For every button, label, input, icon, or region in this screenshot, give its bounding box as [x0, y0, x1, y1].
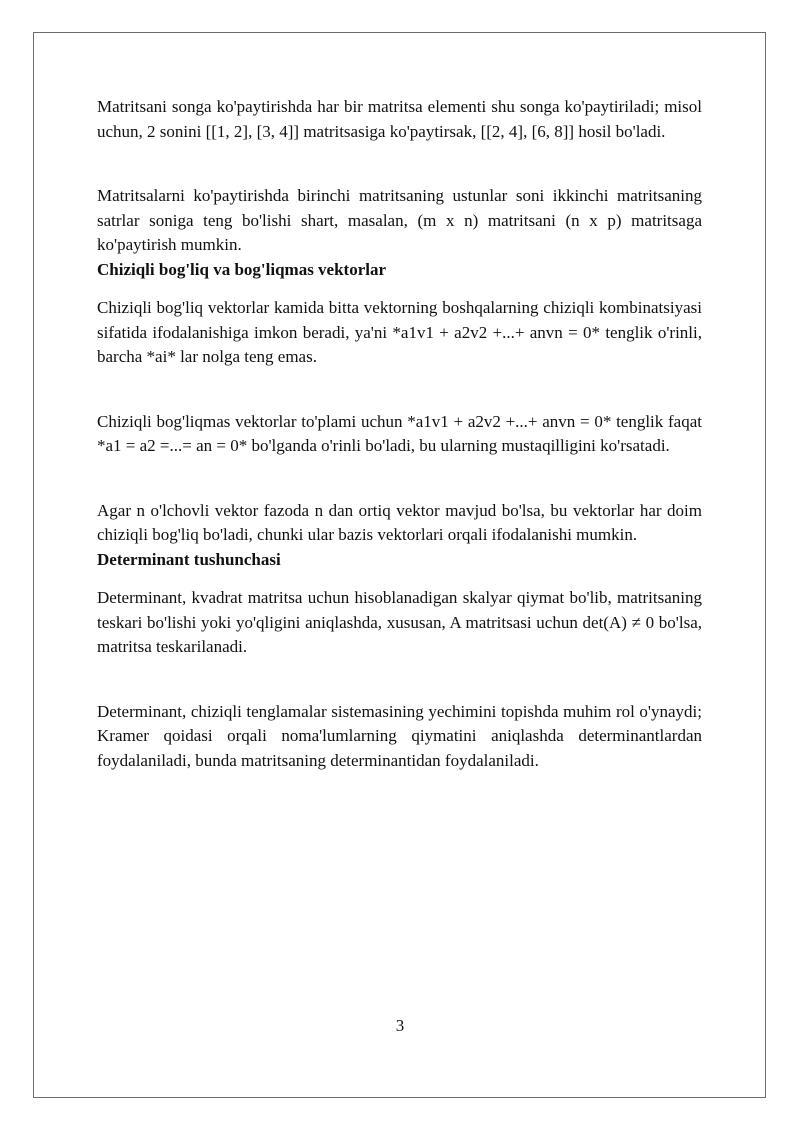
paragraph-linear-independent: Chiziqli bog'liqmas vektorlar to'plami uchun *a1v1 + a2v2 +...+ anvn = 0* tenglik faqat *a1 = a2 =...= an = 0* bo'lganda o'rinli bo'ladi, bu ularning mustaqilligini ko'rsatadi. [97, 411, 702, 455]
page-number: 3 [395, 1016, 405, 1035]
paragraph-scalar-multiplication: Matritsani songa ko'paytirishda har bir matritsa elementi shu songa ko'paytiriladi; misol uchun, 2 sonini [[1, 2], [3, 4]] matritsasiga ko'paytirsak, [[2, 4], [6, 8]] hosil bo'ladi. [97, 97, 702, 141]
section-heading-linear-dependence: Chiziqli bog'liq va bog'liqmas vektorlar [97, 259, 387, 279]
paragraph-linear-dependent: Chiziqli bog'liq vektorlar kamida bitta vektorning boshqalarning chiziqli kombinatsiyasi sifatida ifodalanishiga imkon beradi, ya'ni *a1v1 + a2v2 +...+ anvn = 0* tenglik o'rinli, barcha *ai* lar nolga teng emas. [97, 298, 702, 366]
paragraph-determinant-cramer: Determinant, chiziqli tenglamalar sistemasining yechimini topishda muhim rol o'ynaydi; Kramer qoidasi orqali noma'lumlarning qiymatini aniqlashda determinantlardan foydalaniladi, bunda matritsaning determinantidan foydalaniladi. [97, 701, 702, 770]
page-content [97, 95, 702, 773]
paragraph-determinant-definition: Determinant, kvadrat matritsa uchun hisoblanadigan skalyar qiymat bo'lib, matritsaning teskari bo'lishi yoki yo'qligini aniqlashda, xususan, A matritsasi uchun det(A) ≠ 0 bo'lsa, matritsa teskarilanadi. [97, 588, 702, 656]
paragraph-vector-space: Agar n o'lchovli vektor fazoda n dan ortiq vektor mavjud bo'lsa, bu vektorlar har doim chiziqli bog'liq bo'ladi, chunki ular bazis vektorlari orqali ifodalanishi mumkin. [97, 500, 702, 544]
paragraph-matrix-multiplication: Matritsalarni ko'paytirishda birinchi matritsaning ustunlar soni ikkinchi matritsaning satrlar soniga teng bo'lishi shart, masalan, (m x n) matritsani (n x p) matritsaga ko'paytirish mumkin. [97, 186, 702, 254]
section-heading-determinant: Determinant tushunchasi [97, 549, 281, 569]
